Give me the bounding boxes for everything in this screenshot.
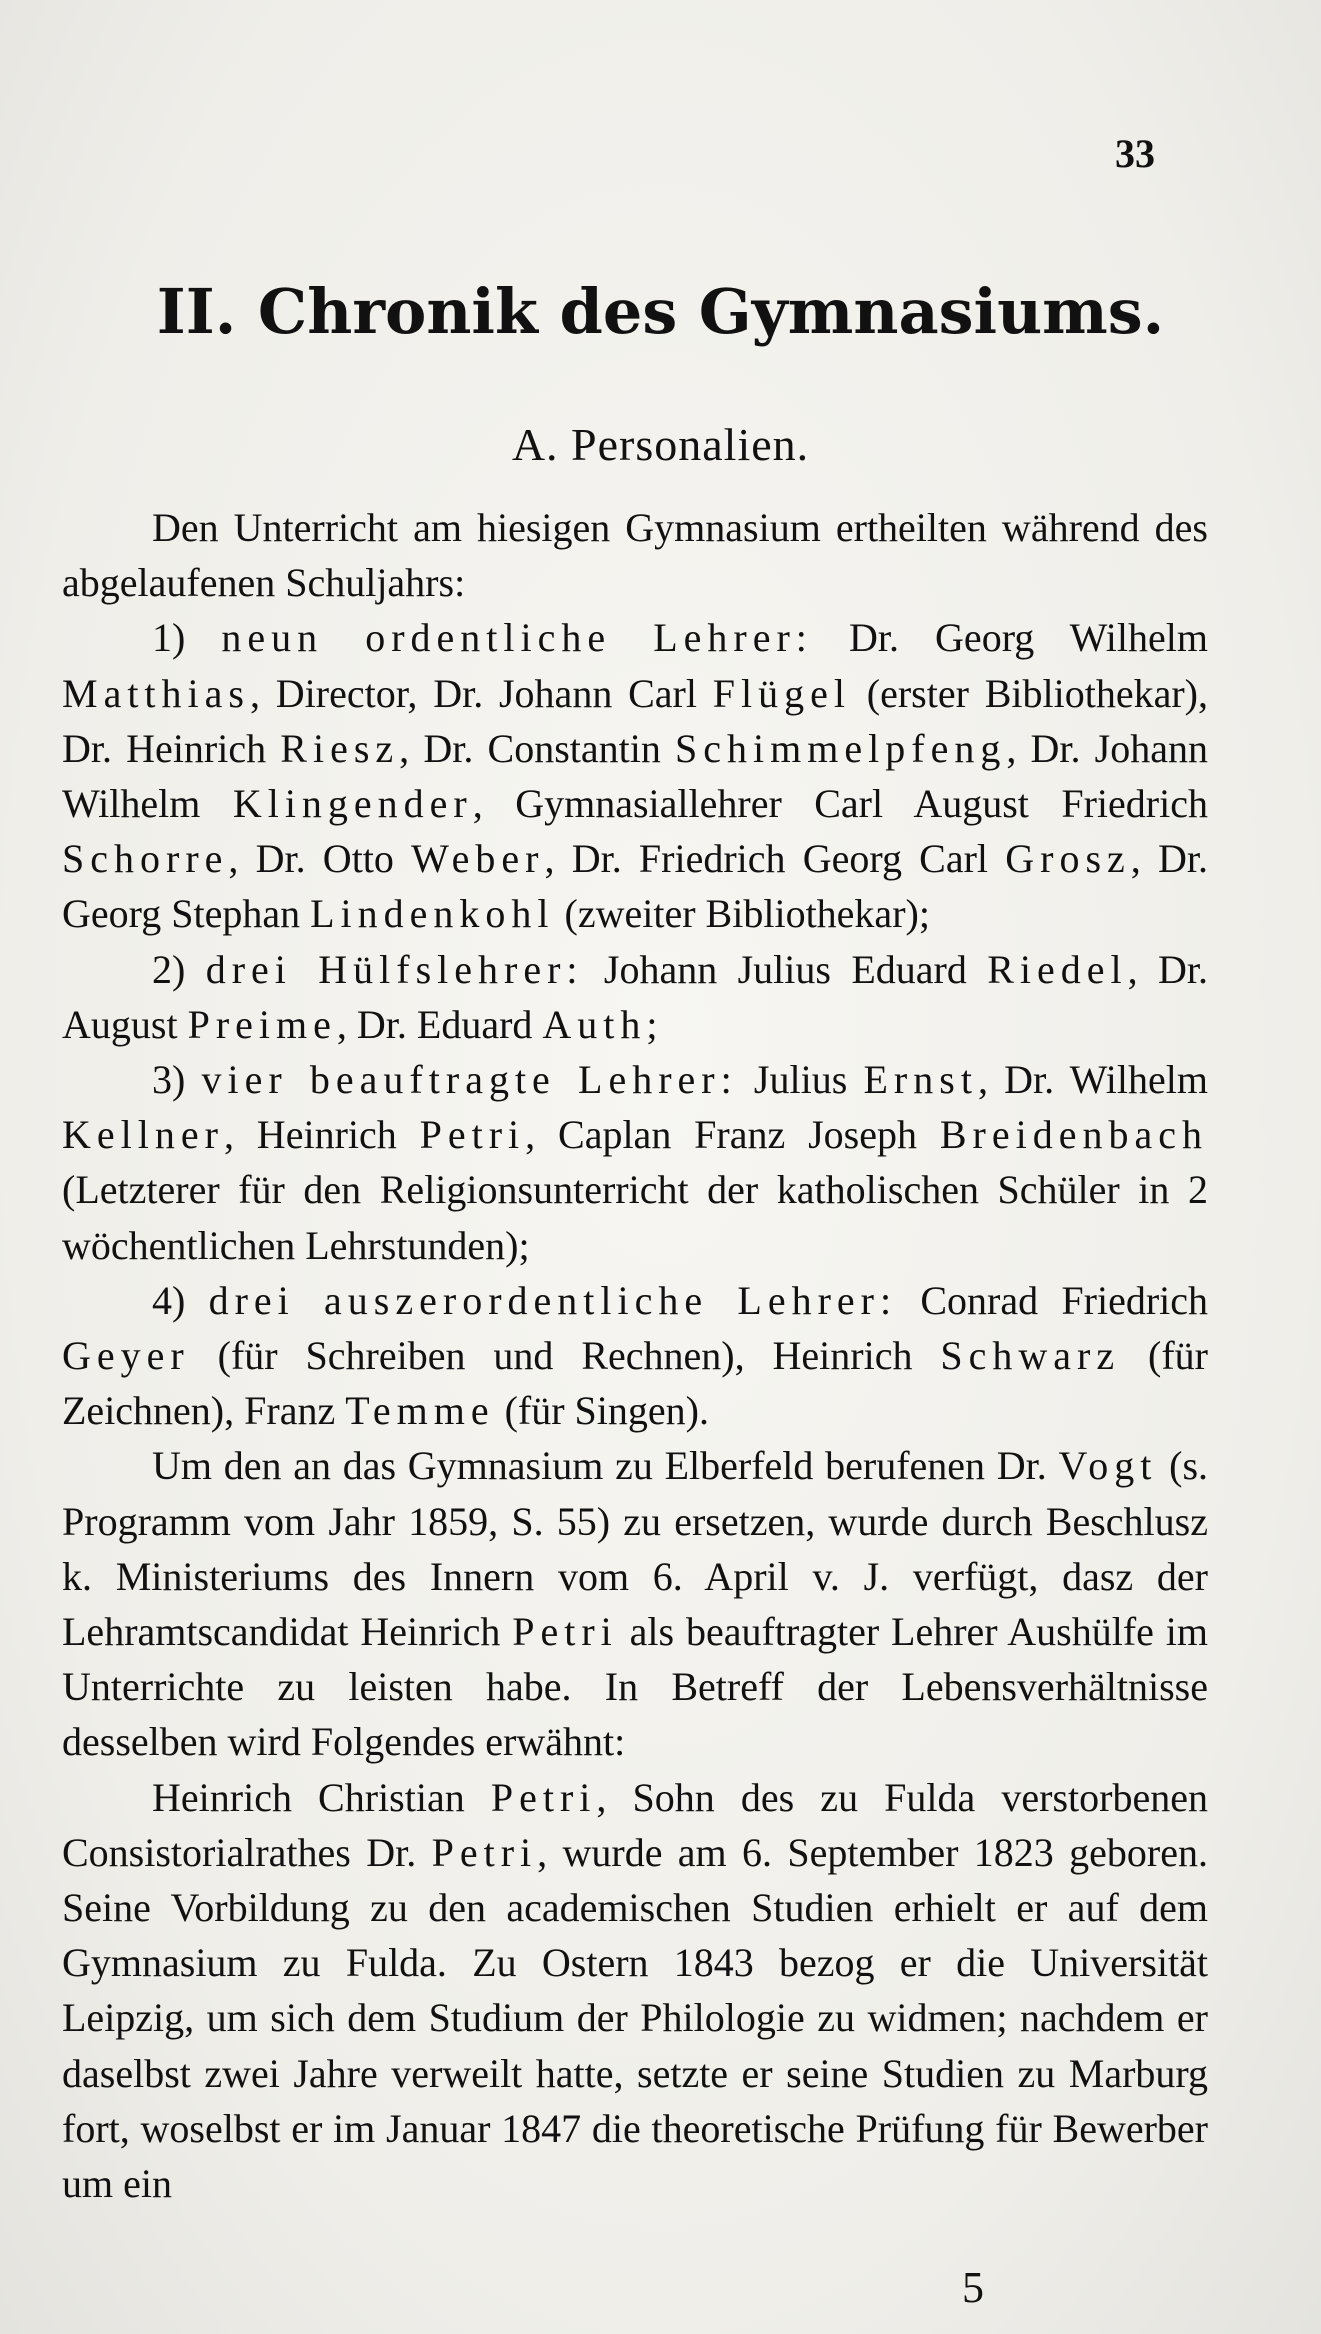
spaced-name: Schorre [62, 836, 229, 882]
spaced-name: neun ordentliche Lehrer: [221, 615, 813, 661]
text-run: , Dr. August [62, 946, 1209, 1047]
text-run: Dr. Georg Wilhelm [812, 615, 1208, 661]
text-run: (zweiter Bibliothekar); [554, 891, 930, 937]
spaced-name: Kellner [62, 1112, 224, 1158]
spaced-name: Ernst [863, 1057, 978, 1103]
text-run: ; [646, 1001, 658, 1047]
paragraph-intro [62, 500, 1208, 610]
spaced-name: Petri [512, 1609, 618, 1655]
spaced-name: Lindenkohl [310, 891, 555, 937]
text-run: 2) [152, 946, 206, 992]
text-run: als beauftragter Lehrer Aushülfe im Unterrichte zu leisten habe. In Betreff der Lebensverhältnisse desselben wird Folgendes erwähnt: [62, 1609, 1209, 1765]
text-run: 3) [152, 1057, 202, 1103]
text-run: Johann Julius Eduard [583, 946, 988, 992]
text-run: , Dr. Wilhelm [977, 1057, 1208, 1103]
spaced-name: Temme [345, 1388, 495, 1434]
spaced-name: drei Hülfslehrer: [205, 946, 584, 992]
text-run: , Dr. Georg Stephan [62, 836, 1208, 937]
text-run: , Dr. Constantin [399, 725, 676, 771]
chapter-title: II. Chronik des Gymnasiums. [156, 275, 1165, 348]
list-item-beauftragte-lehrer [62, 1052, 1208, 1273]
spaced-name: Auth [542, 1001, 647, 1047]
list-item-ordentliche-lehrer [62, 610, 1208, 941]
spaced-name: Vogt [1058, 1443, 1158, 1489]
text-run: , Dr. Eduard [336, 1001, 543, 1047]
spaced-name: Geyer [62, 1333, 190, 1379]
text-run: (s. Programm vom Jahr 1859, S. 55) zu ersetzen, wurde durch Beschlusz k. Ministeriums des Innern vom 6. April v. J. verfügt, dasz der Lehramtscandidat Heinrich [62, 1443, 1209, 1655]
text-run: , Gymnasiallehrer Carl August Friedrich [472, 781, 1208, 827]
text-run: Julius [737, 1057, 864, 1103]
spaced-name: Schwarz [940, 1333, 1121, 1379]
spaced-name: Grosz [1005, 836, 1131, 882]
text-run: , Director, Dr. Johann Carl [249, 670, 713, 716]
sheet-signature: 5 [962, 2263, 984, 2312]
paragraph-petri-biography [62, 1770, 1208, 2212]
text-run: (Letzterer für den Religionsunterricht der katholischen Schüler in 2 wöchentlichen Lehrstunden); [62, 1167, 1208, 1268]
text-run: (für Zeichnen), Franz [62, 1333, 1208, 1434]
body-text [62, 500, 1208, 2211]
spaced-name: Riedel [987, 946, 1128, 992]
text-run: (erster Bibliothekar), Dr. Heinrich [62, 670, 1208, 771]
spaced-name: Petri [490, 1774, 597, 1820]
spaced-name: Schimmelpfeng [675, 725, 1007, 771]
spaced-name: Preime [187, 1001, 337, 1047]
text-run: Den Unterricht am hiesigen Gymnasium ertheilten während des abgelaufenen Schuljahrs: [62, 505, 1208, 606]
spaced-name: Petri [419, 1112, 526, 1158]
text-run: , Dr. Otto [228, 836, 412, 882]
text-run: Um den an das Gymnasium zu Elberfeld berufenen Dr. [152, 1443, 1059, 1489]
spaced-name: Breidenbach [939, 1112, 1208, 1158]
text-run: , wurde am 6. September 1823 geboren. Seine Vorbildung zu den academischen Studien erhielt er auf dem Gymnasium zu Fulda. Zu Ostern 1843 bezog er die Universität Leipzig, um sich dem Studium der Philologie zu widmen; nachdem er daselbst zwei Jahre verweilt hatte, setzte er seine Studien zu Marburg fort, woselbst er im Januar 1847 die theoretische Prüfung für Bewerber um ein [62, 1829, 1208, 2207]
text-run: , Sohn des zu Fulda verstorbenen Consistorialrathes Dr. [62, 1774, 1208, 1875]
list-item-auszerordentliche-lehrer [62, 1273, 1208, 1439]
text-run: (für Schreiben und Rechnen), Heinrich [189, 1333, 941, 1379]
page-number: 33 [1115, 131, 1155, 176]
spaced-name: Klingender [232, 781, 473, 827]
text-run: Conrad Friedrich [897, 1277, 1209, 1323]
section-title: A. Personalien. [511, 419, 810, 470]
spaced-name: Weber [411, 836, 545, 882]
text-run: , Heinrich [223, 1112, 420, 1158]
list-item-huelfslehrer [62, 942, 1208, 1052]
spaced-name: Riesz [280, 725, 400, 771]
text-run: , Dr. Johann Wilhelm [62, 725, 1208, 827]
text-run: 4) [152, 1277, 209, 1323]
text-run: , Dr. Friedrich Georg Carl [544, 836, 1006, 882]
spaced-name: Matthias [62, 670, 250, 716]
text-run: Heinrich Christian [152, 1774, 491, 1820]
spaced-name: Flügel [712, 670, 851, 716]
text-run: 1) [152, 615, 222, 661]
text-run: , Caplan Franz Joseph [525, 1112, 940, 1158]
spaced-name: Petri [431, 1829, 538, 1875]
spaced-name: drei auszerordentliche Lehrer: [208, 1277, 898, 1323]
spaced-name: vier beauftragte Lehrer: [201, 1057, 738, 1103]
text-run: (für Singen). [494, 1388, 709, 1434]
paragraph-vogt [62, 1438, 1208, 1769]
